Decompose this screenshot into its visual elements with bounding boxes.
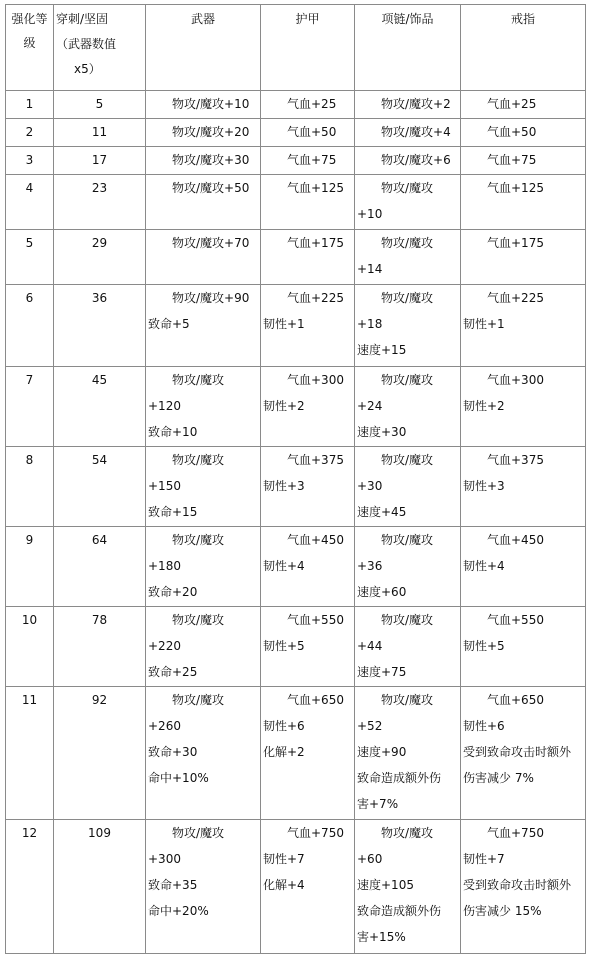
cell-line: 韧性+6 <box>463 719 505 733</box>
cell-line: 致命+5 <box>148 317 190 331</box>
cell-level: 6 <box>6 285 54 367</box>
cell-line: +14 <box>357 262 383 276</box>
cell-weapon <box>146 687 261 820</box>
cell-line: 致命+20 <box>148 585 198 599</box>
cell-line: 气血+750 <box>487 826 544 840</box>
cell-line: +120 <box>148 399 181 413</box>
cell-level: 3 <box>6 147 54 175</box>
cell-line: 物攻/魔攻 <box>172 826 225 840</box>
cell-necklace <box>355 607 461 687</box>
cell-line: 气血+25 <box>487 97 537 111</box>
cell-level: 5 <box>6 230 54 285</box>
cell-level: 8 <box>6 447 54 527</box>
cell-penetration: 64 <box>54 527 146 607</box>
cell-line: 速度+30 <box>357 425 407 439</box>
cell-line: 物攻/魔攻 <box>381 236 434 250</box>
cell-line: 物攻/魔攻 <box>381 453 434 467</box>
cell-armor <box>261 367 355 447</box>
cell-line: 气血+650 <box>487 693 544 707</box>
header-weapon-text: 武器 <box>190 12 215 26</box>
cell-line: 物攻/魔攻 <box>172 373 225 387</box>
cell-penetration: 29 <box>54 230 146 285</box>
cell-line: 气血+375 <box>287 453 344 467</box>
cell-line: +18 <box>357 317 383 331</box>
cell-ring <box>461 285 586 367</box>
cell-armor <box>261 147 355 175</box>
cell-ring <box>461 91 586 119</box>
cell-line: 致命+15 <box>148 505 198 519</box>
cell-necklace <box>355 687 461 820</box>
cell-line: 害+7% <box>357 797 399 811</box>
cell-armor <box>261 607 355 687</box>
cell-line: +260 <box>148 719 181 733</box>
cell-line: 致命造成额外伤 <box>357 904 442 918</box>
cell-penetration: 17 <box>54 147 146 175</box>
cell-weapon <box>146 91 261 119</box>
cell-line: +60 <box>357 852 383 866</box>
cell-weapon <box>146 820 261 954</box>
cell-line: 物攻/魔攻 <box>381 613 434 627</box>
cell-line: 速度+105 <box>357 878 414 892</box>
cell-line: 气血+75 <box>487 153 537 167</box>
header-pen-line: （武器数值 <box>56 37 117 51</box>
cell-weapon <box>146 147 261 175</box>
cell-line: 物攻/魔攻+50 <box>172 181 250 195</box>
cell-line: 伤害减少 15% <box>463 904 542 918</box>
cell-line: 气血+50 <box>487 125 537 139</box>
cell-line: 物攻/魔攻 <box>381 181 434 195</box>
cell-line: 致命造成额外伤 <box>357 771 442 785</box>
cell-armor <box>261 527 355 607</box>
cell-line: 气血+50 <box>287 125 337 139</box>
table-row <box>6 175 586 230</box>
cell-level: 11 <box>6 687 54 820</box>
cell-penetration: 78 <box>54 607 146 687</box>
cell-line: 物攻/魔攻+6 <box>381 153 451 167</box>
header-armor <box>261 5 355 91</box>
table-row <box>6 447 586 527</box>
cell-necklace <box>355 285 461 367</box>
cell-armor <box>261 687 355 820</box>
cell-line: 韧性+2 <box>463 399 505 413</box>
cell-line: 物攻/魔攻 <box>172 693 225 707</box>
cell-line: 气血+75 <box>287 153 337 167</box>
cell-line: 物攻/魔攻+4 <box>381 125 451 139</box>
cell-line: 气血+125 <box>487 181 544 195</box>
cell-line: 化解+4 <box>263 878 305 892</box>
cell-penetration: 36 <box>54 285 146 367</box>
cell-line: 韧性+5 <box>463 639 505 653</box>
cell-level: 9 <box>6 527 54 607</box>
cell-line: +300 <box>148 852 181 866</box>
cell-line: 气血+650 <box>287 693 344 707</box>
cell-penetration: 45 <box>54 367 146 447</box>
table-row <box>6 607 586 687</box>
cell-line: +10 <box>357 207 383 221</box>
cell-ring <box>461 367 586 447</box>
cell-ring <box>461 527 586 607</box>
cell-line: 气血+750 <box>287 826 344 840</box>
cell-line: 韧性+1 <box>463 317 505 331</box>
cell-line: 受到致命攻击时额外 <box>463 878 572 892</box>
cell-penetration: 109 <box>54 820 146 954</box>
header-pen-line: 穿刺/坚固 <box>56 12 109 26</box>
header-necklace-text: 项链/饰品 <box>381 12 434 26</box>
cell-line: 物攻/魔攻 <box>381 826 434 840</box>
cell-armor <box>261 447 355 527</box>
cell-penetration: 92 <box>54 687 146 820</box>
cell-line: +52 <box>357 719 383 733</box>
cell-line: 气血+175 <box>487 236 544 250</box>
header-weapon <box>146 5 261 91</box>
cell-line: 致命+10 <box>148 425 198 439</box>
cell-line: 物攻/魔攻+20 <box>172 125 250 139</box>
cell-level: 1 <box>6 91 54 119</box>
cell-line: 韧性+4 <box>463 559 505 573</box>
cell-level: 10 <box>6 607 54 687</box>
cell-line: 致命+35 <box>148 878 198 892</box>
cell-line: 韧性+5 <box>263 639 305 653</box>
cell-line: 速度+15 <box>357 343 407 357</box>
cell-line: 气血+450 <box>287 533 344 547</box>
cell-line: 速度+60 <box>357 585 407 599</box>
cell-necklace <box>355 175 461 230</box>
cell-weapon <box>146 527 261 607</box>
cell-armor <box>261 230 355 285</box>
cell-line: 韧性+4 <box>263 559 305 573</box>
cell-armor <box>261 175 355 230</box>
header-penetration <box>54 5 146 91</box>
cell-ring <box>461 175 586 230</box>
cell-ring <box>461 447 586 527</box>
table-row <box>6 147 586 175</box>
cell-necklace <box>355 91 461 119</box>
table-row <box>6 91 586 119</box>
cell-line: 气血+300 <box>487 373 544 387</box>
cell-line: 物攻/魔攻+2 <box>381 97 451 111</box>
cell-necklace <box>355 820 461 954</box>
cell-line: 致命+30 <box>148 745 198 759</box>
cell-level: 2 <box>6 119 54 147</box>
cell-line: 害+15% <box>357 930 406 944</box>
cell-ring <box>461 687 586 820</box>
cell-line: 化解+2 <box>263 745 305 759</box>
cell-line: 受到致命攻击时额外 <box>463 745 572 759</box>
cell-line: +180 <box>148 559 181 573</box>
cell-line: 命中+20% <box>148 904 209 918</box>
header-armor-text: 护甲 <box>295 12 320 26</box>
cell-penetration: 54 <box>54 447 146 527</box>
cell-line: 气血+225 <box>487 291 544 305</box>
cell-line: +150 <box>148 479 181 493</box>
cell-line: 韧性+2 <box>263 399 305 413</box>
cell-weapon <box>146 119 261 147</box>
cell-level: 7 <box>6 367 54 447</box>
header-necklace <box>355 5 461 91</box>
cell-line: 物攻/魔攻 <box>381 373 434 387</box>
cell-line: +36 <box>357 559 383 573</box>
cell-necklace <box>355 230 461 285</box>
cell-line: 命中+10% <box>148 771 209 785</box>
cell-weapon <box>146 447 261 527</box>
header-ring <box>461 5 586 91</box>
cell-weapon <box>146 607 261 687</box>
cell-line: +44 <box>357 639 383 653</box>
cell-armor <box>261 91 355 119</box>
cell-line: 韧性+7 <box>463 852 505 866</box>
cell-line: 物攻/魔攻 <box>172 533 225 547</box>
header-ring-text: 戒指 <box>510 12 535 26</box>
cell-line: 韧性+3 <box>463 479 505 493</box>
header-level-text: 强化等级 <box>11 12 48 50</box>
cell-necklace <box>355 527 461 607</box>
cell-line: 气血+175 <box>287 236 344 250</box>
cell-penetration: 23 <box>54 175 146 230</box>
cell-line: 伤害减少 7% <box>463 771 534 785</box>
cell-line: 速度+45 <box>357 505 407 519</box>
cell-armor <box>261 119 355 147</box>
cell-line: +30 <box>357 479 383 493</box>
cell-ring <box>461 147 586 175</box>
cell-armor <box>261 285 355 367</box>
cell-necklace <box>355 147 461 175</box>
cell-necklace <box>355 367 461 447</box>
cell-line: 气血+225 <box>287 291 344 305</box>
cell-line: +24 <box>357 399 383 413</box>
cell-penetration: 11 <box>54 119 146 147</box>
table-row <box>6 230 586 285</box>
cell-line: 物攻/魔攻+90 <box>172 291 250 305</box>
cell-penetration: 5 <box>54 91 146 119</box>
table-row <box>6 820 586 954</box>
cell-line: 气血+300 <box>287 373 344 387</box>
header-level <box>6 5 54 91</box>
cell-line: 韧性+3 <box>263 479 305 493</box>
cell-line: 速度+90 <box>357 745 407 759</box>
cell-line: 气血+550 <box>487 613 544 627</box>
header-pen-line: x5） <box>74 62 101 76</box>
cell-necklace <box>355 119 461 147</box>
table-row <box>6 119 586 147</box>
cell-level: 12 <box>6 820 54 954</box>
cell-line: 物攻/魔攻 <box>381 693 434 707</box>
cell-line: 气血+125 <box>287 181 344 195</box>
table-row <box>6 687 586 820</box>
cell-ring <box>461 820 586 954</box>
cell-ring <box>461 230 586 285</box>
cell-line: 物攻/魔攻 <box>172 613 225 627</box>
cell-line: 韧性+7 <box>263 852 305 866</box>
cell-line: 物攻/魔攻+70 <box>172 236 250 250</box>
cell-weapon <box>146 230 261 285</box>
cell-line: 韧性+6 <box>263 719 305 733</box>
cell-line: 韧性+1 <box>263 317 305 331</box>
cell-line: 气血+450 <box>487 533 544 547</box>
cell-line: 物攻/魔攻 <box>172 453 225 467</box>
cell-line: 气血+25 <box>287 97 337 111</box>
cell-line: 物攻/魔攻 <box>381 533 434 547</box>
cell-line: 速度+75 <box>357 665 407 679</box>
table-row <box>6 367 586 447</box>
cell-ring <box>461 607 586 687</box>
cell-ring <box>461 119 586 147</box>
cell-line: 气血+550 <box>287 613 344 627</box>
cell-weapon <box>146 367 261 447</box>
cell-line: 致命+25 <box>148 665 198 679</box>
cell-line: +220 <box>148 639 181 653</box>
cell-line: 物攻/魔攻+10 <box>172 97 250 111</box>
cell-necklace <box>355 447 461 527</box>
table-row <box>6 285 586 367</box>
cell-weapon <box>146 175 261 230</box>
header-row <box>6 5 586 91</box>
cell-weapon <box>146 285 261 367</box>
cell-armor <box>261 820 355 954</box>
cell-line: 物攻/魔攻+30 <box>172 153 250 167</box>
cell-line: 物攻/魔攻 <box>381 291 434 305</box>
cell-level: 4 <box>6 175 54 230</box>
enhancement-table <box>5 4 586 954</box>
cell-line: 气血+375 <box>487 453 544 467</box>
table-row <box>6 527 586 607</box>
